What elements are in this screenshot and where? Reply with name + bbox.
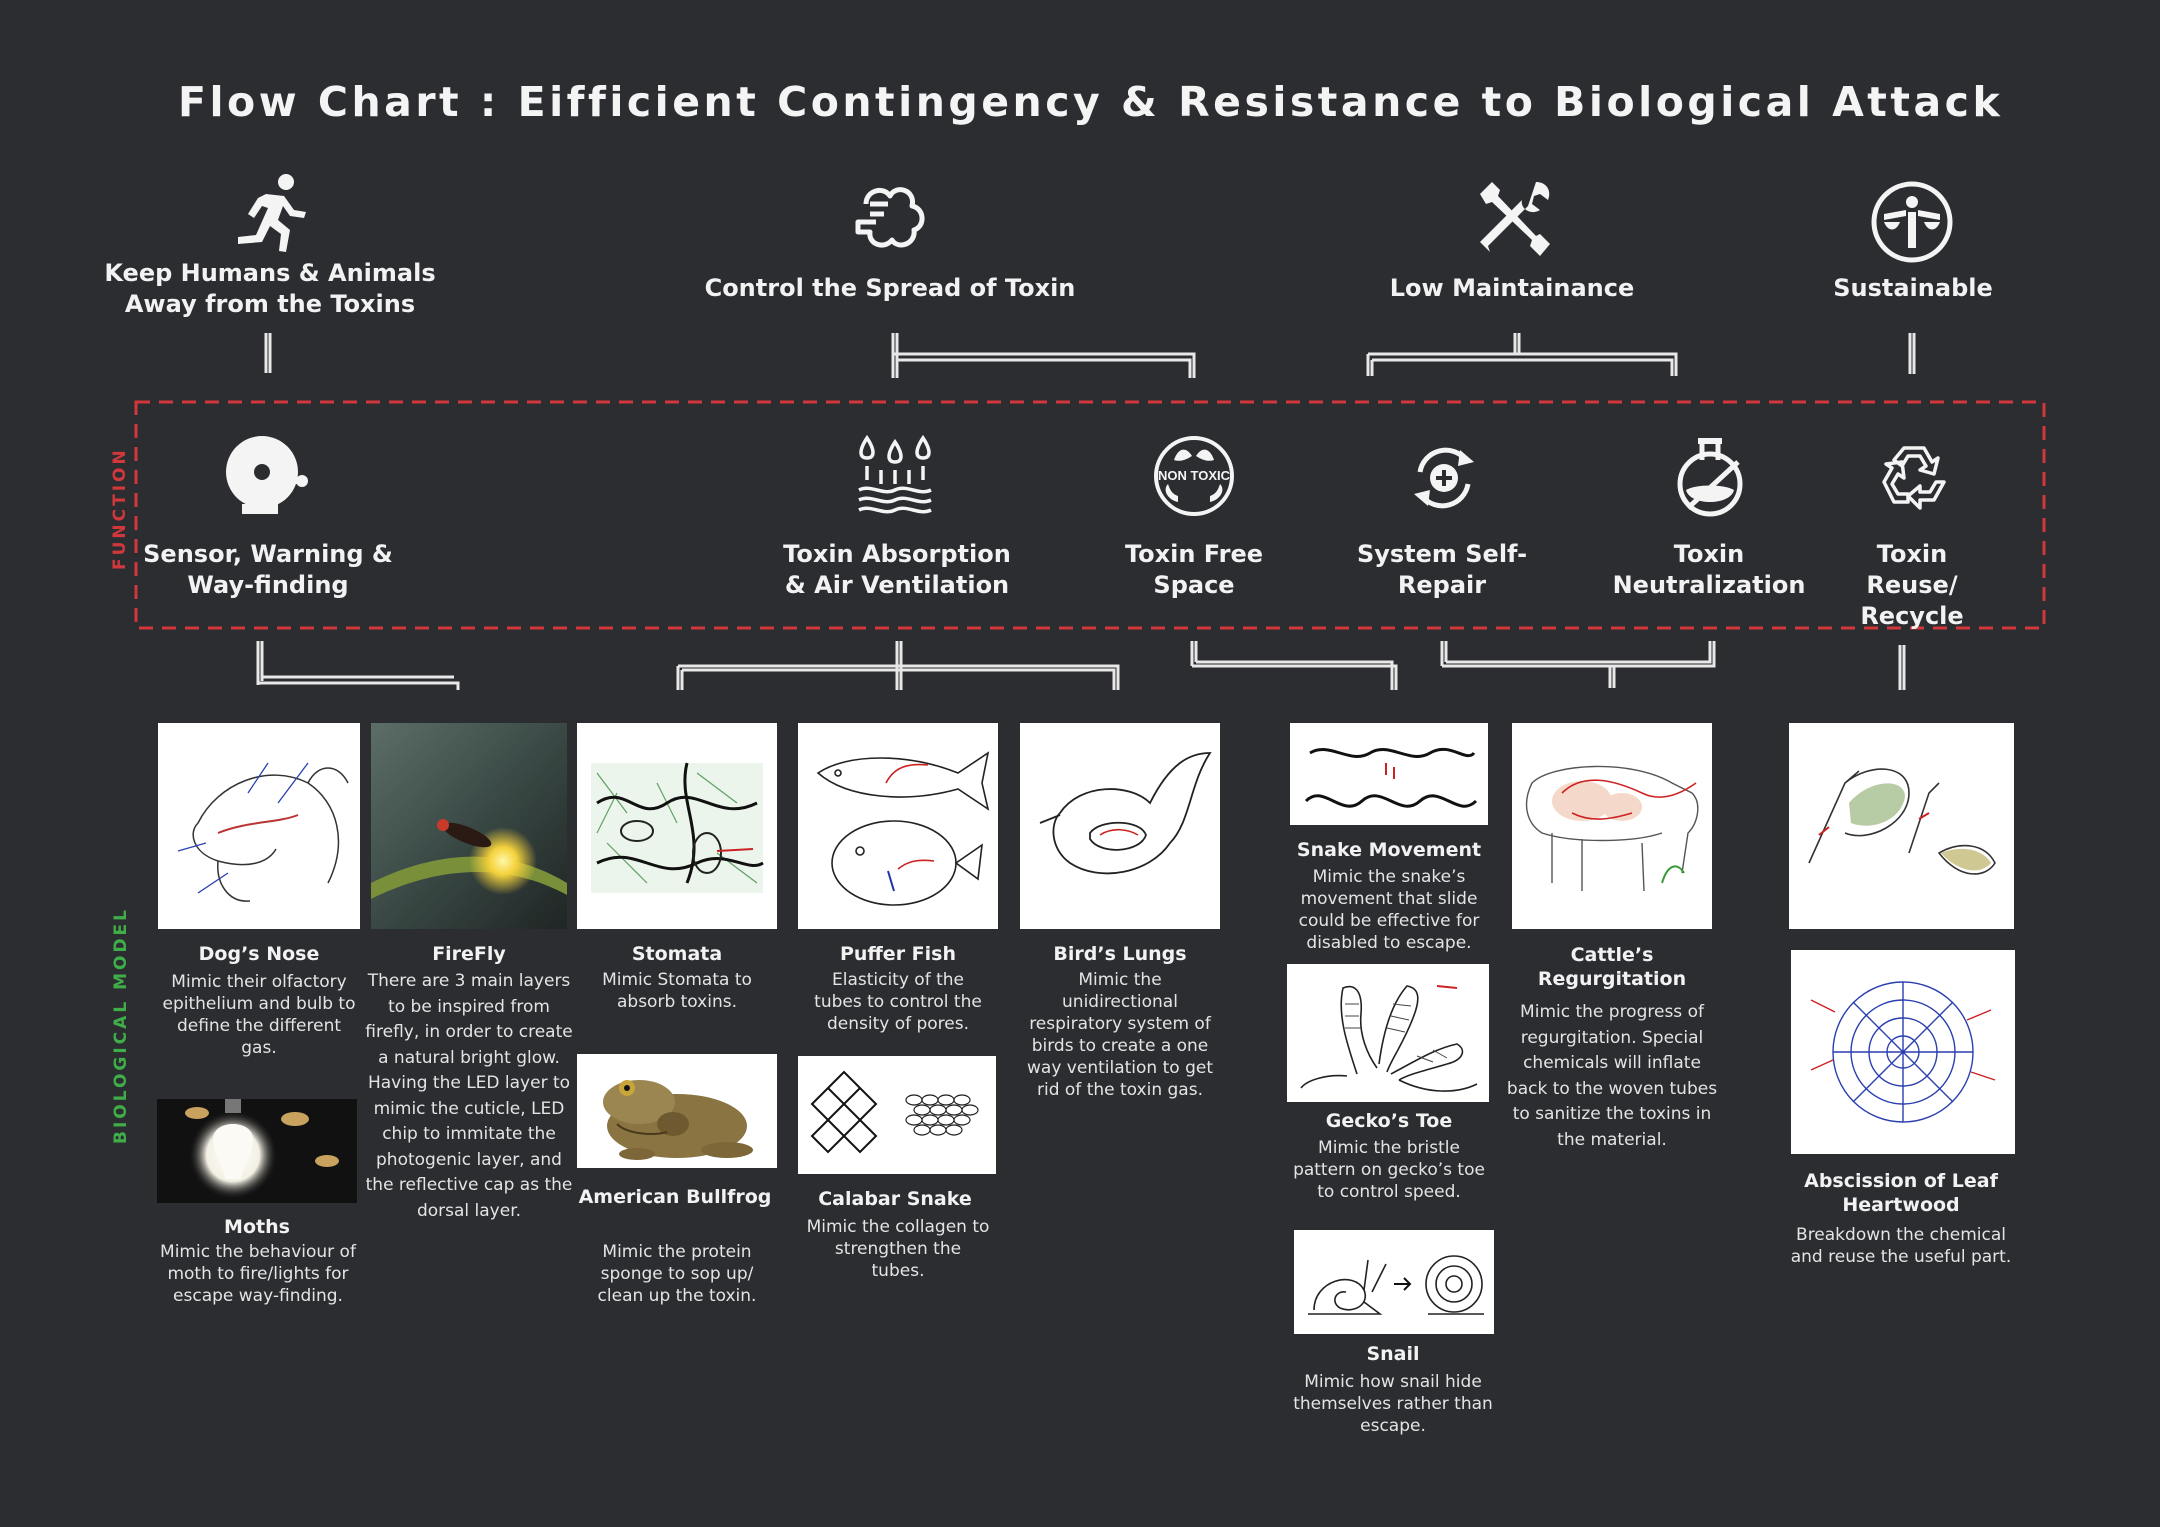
leaf-abscission-sketch (1789, 723, 2014, 929)
dogs-nose-sketch (158, 723, 360, 929)
page-title: Flow Chart : Eifficient Contingency & Resistance to Biological Attack (178, 78, 2004, 126)
bio-title-calabar-snake: Calabar Snake (818, 1188, 972, 1210)
function-side-label: FUNCTION (110, 447, 130, 570)
bio-title-bullfrog: American Bullfrog (578, 1186, 772, 1208)
connector-function-1 (258, 641, 458, 690)
bio-desc-birds-lungs: Mimic the unidirectional respiratory system of birds to create a one way ventilation to get rid of the toxin gas. (1027, 970, 1213, 1100)
connector-function-4-5 (1442, 641, 1714, 688)
bio-title-birds-lungs: Bird’s Lungs (1053, 943, 1187, 965)
puffer-fish-sketch (798, 723, 998, 929)
function-label-neutralization: Toxin Neutralization (1612, 540, 1806, 599)
wrench-screwdriver-icon (1470, 176, 1554, 264)
connector-function-6 (1900, 645, 1904, 690)
stomata-sketch (577, 723, 777, 929)
connector-goal-2 (893, 333, 1194, 378)
absorption-drops-icon (853, 434, 937, 522)
bio-title-snail: Snail (1366, 1343, 1420, 1365)
bio-desc-bullfrog: Mimic the protein sponge to sop up/ clean up the toxin. (597, 1242, 757, 1306)
heartwood-sketch (1791, 950, 2015, 1154)
non-toxic-badge-icon (1152, 434, 1236, 522)
alarm-bell-icon (222, 432, 312, 520)
birds-lungs-sketch (1020, 723, 1220, 929)
cattle-regurgitation-sketch (1512, 723, 1712, 929)
firefly-photo (371, 723, 567, 929)
bio-desc-dogs-nose: Mimic their olfactory epithelium and bulb to define the different gas. (162, 972, 356, 1058)
moths-photo (157, 1099, 357, 1203)
snake-movement-sketch (1290, 723, 1488, 825)
goal-label-keep-away: Keep Humans & Animals Away from the Toxins (104, 259, 436, 318)
bio-title-dogs-nose: Dog’s Nose (198, 943, 320, 965)
self-repair-cycle-icon (1404, 438, 1484, 522)
goal-label-sustainable: Sustainable (1833, 274, 1993, 302)
bio-title-moths: Moths (224, 1216, 290, 1238)
snail-sketch (1294, 1230, 1494, 1334)
goal-label-control-spread: Control the Spread of Toxin (704, 274, 1076, 302)
function-label-sensor: Sensor, Warning & Way-finding (143, 540, 393, 599)
eco-balance-icon (1870, 180, 1954, 268)
bio-title-geckos-toe: Gecko’s Toe (1325, 1110, 1453, 1132)
bio-title-cattle-regurgitation: Cattle’s Regurgitation (1537, 944, 1687, 990)
bio-desc-puffer-fish: Elasticity of the tubes to control the density of pores. (814, 970, 982, 1034)
connector-goal-3 (1368, 333, 1676, 376)
gecko-toe-sketch (1287, 964, 1489, 1102)
bio-title-stomata: Stomata (631, 943, 723, 965)
bio-desc-firefly: There are 3 main layers to be inspired from firefly, in order to create a natural bright glow. Having the LED layer to mimic the cuticle, LED chip to immitate the photogenic layer, and the reflective cap as the dorsal layer. (365, 971, 573, 1221)
bio-desc-cattle-regurgitation: Mimic the progress of regurgitation. Special chemicals will inflate back to the woven tubes to sanitize the toxins in the material. (1506, 1002, 1718, 1150)
function-label-self-repair: System Self-Repair (1356, 540, 1528, 599)
goal-label-low-maintenance: Low Maintainance (1389, 274, 1635, 302)
neutralization-flask-icon (1668, 434, 1752, 522)
bio-desc-snake-movement: Mimic the snake’s movement that slide could be effective for disabled to escape. (1298, 867, 1480, 953)
bio-desc-geckos-toe: Mimic the bristle pattern on gecko’s toe to control speed. (1293, 1138, 1485, 1202)
cloud-smoke-icon (848, 176, 932, 264)
biological-model-side-label: BIOLOGICAL MODEL (111, 906, 131, 1144)
connector-function-2 (678, 641, 1118, 690)
bio-desc-snail: Mimic how snail hide themselves rather than escape. (1293, 1372, 1493, 1436)
function-label-toxin-free: Toxin Free Space (1124, 540, 1264, 599)
running-person-icon (228, 172, 312, 260)
function-label-recycle: Toxin Reuse/ Recycle (1860, 540, 1964, 630)
bio-desc-stomata: Mimic Stomata to absorb toxins. (602, 970, 752, 1012)
bio-title-firefly: FireFly (432, 943, 506, 965)
bullfrog-photo (577, 1054, 777, 1168)
bio-desc-leaf-abscission: Breakdown the chemical and reuse the useful part. (1790, 1225, 2012, 1267)
bio-desc-moths: Mimic the behaviour of moth to fire/lights for escape way-finding. (160, 1242, 356, 1306)
connector-goal-1 (266, 333, 270, 373)
recycle-icon (1874, 438, 1954, 522)
connector-goal-4 (1910, 333, 1914, 374)
non-toxic-badge-text: NON TOXIC (1158, 468, 1230, 483)
connector-function-3 (1192, 641, 1396, 690)
bio-title-snake-movement: Snake Movement (1296, 839, 1482, 861)
function-label-absorption: Toxin Absorption & Air Ventilation (783, 540, 1011, 599)
bio-title-leaf-abscission: Abscission of Leaf Heartwood (1804, 1170, 1998, 1216)
bio-title-puffer-fish: Puffer Fish (839, 943, 957, 965)
calabar-snake-sketch (798, 1056, 996, 1174)
bio-desc-calabar-snake: Mimic the collagen to strengthen the tubes. (806, 1217, 990, 1281)
